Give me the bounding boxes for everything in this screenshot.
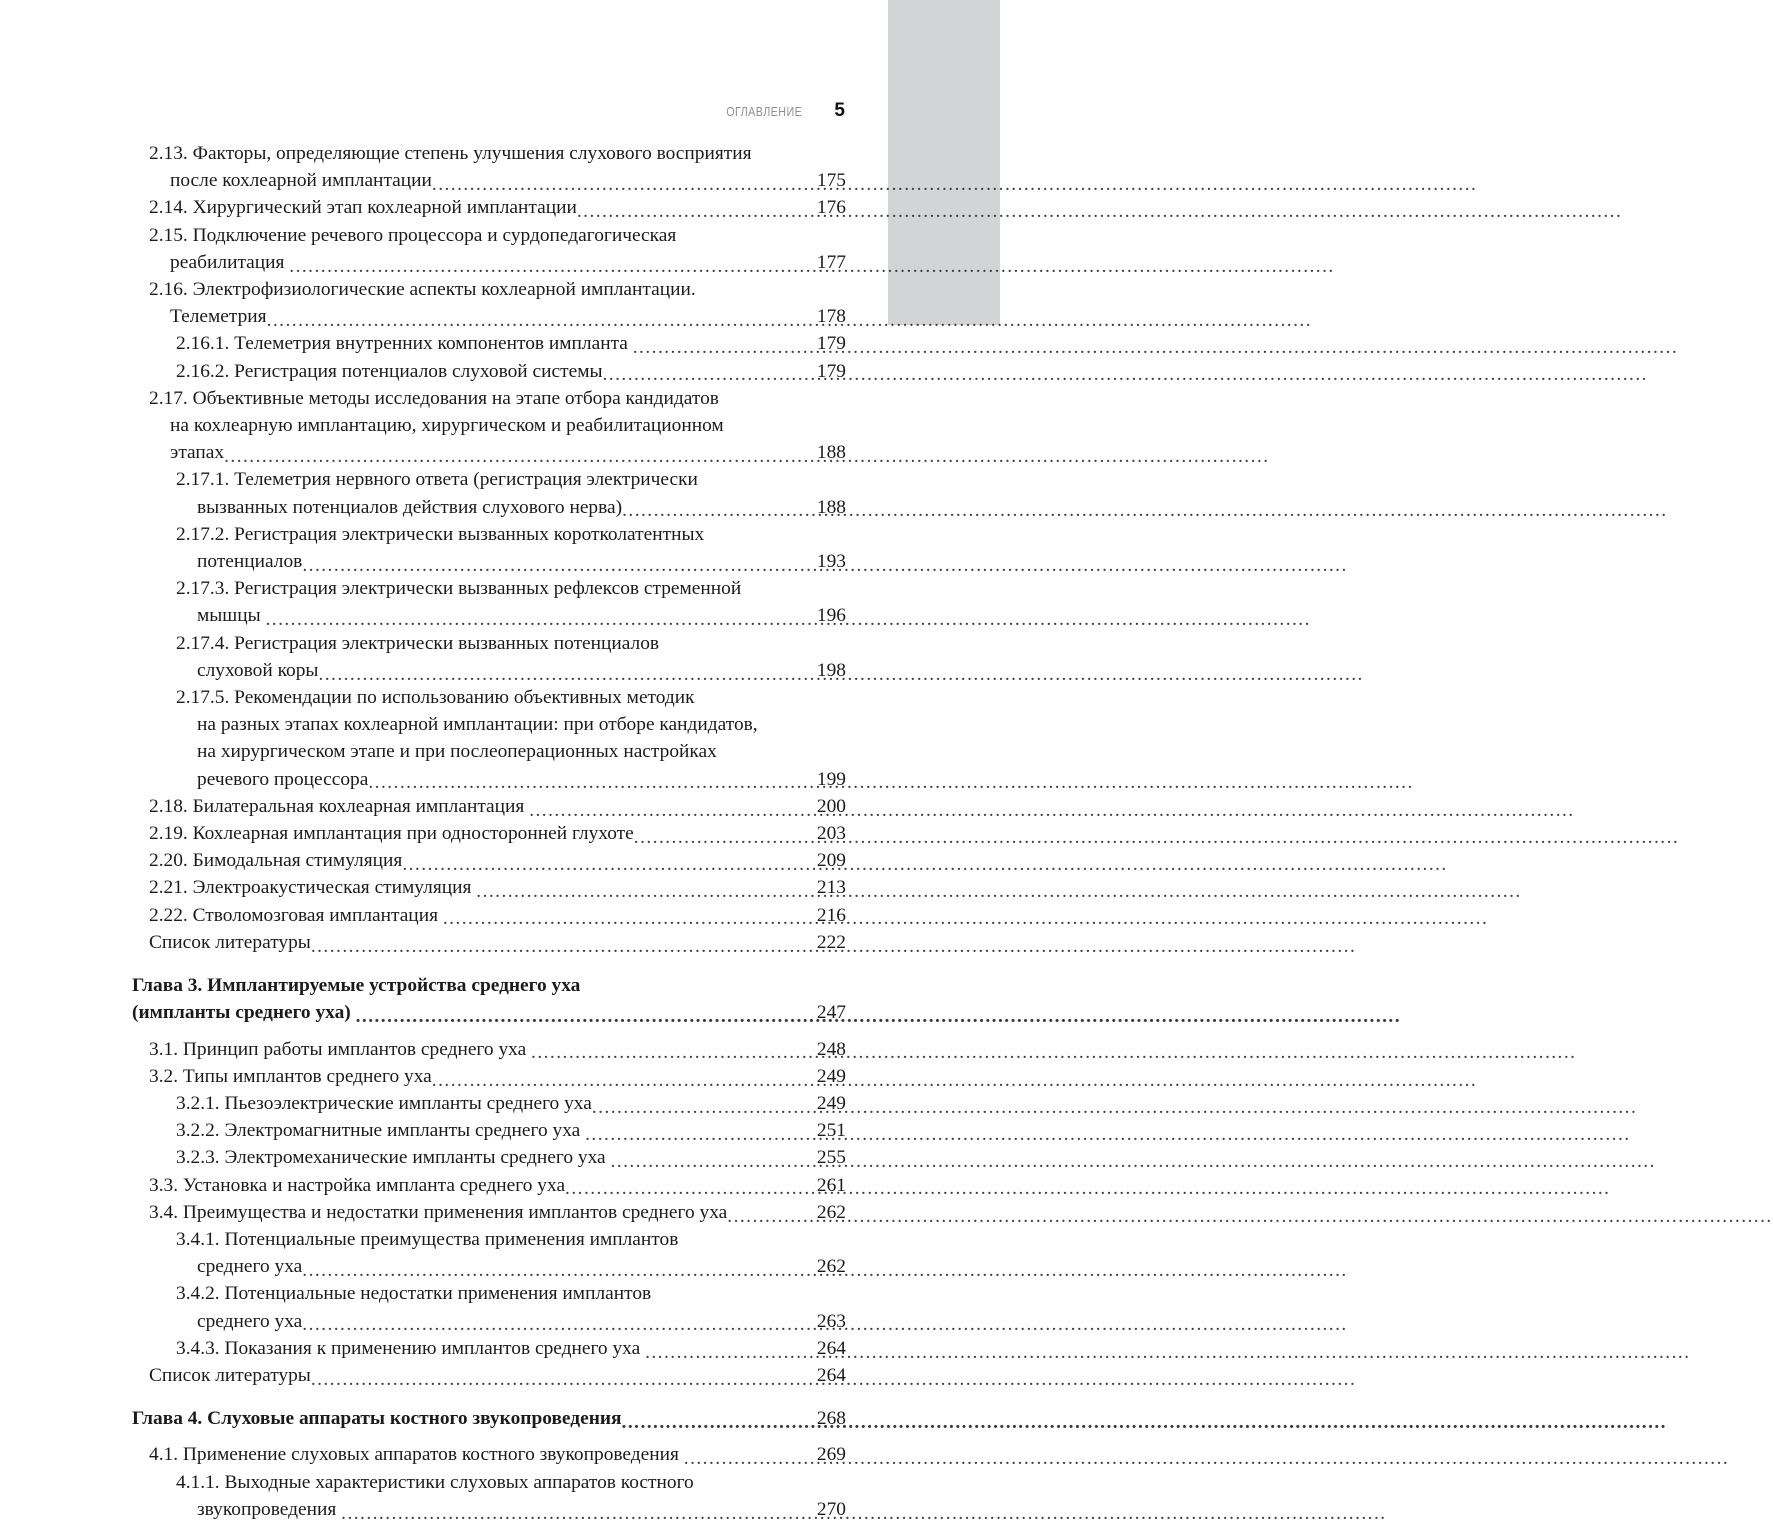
- toc-entry[interactable]: [132, 929, 846, 956]
- toc-entry-line: [170, 439, 846, 466]
- toc-entry-line: [149, 140, 846, 167]
- toc-entry-line: [176, 1117, 846, 1144]
- toc-entry[interactable]: [132, 902, 846, 929]
- toc-entry[interactable]: [132, 1090, 846, 1117]
- dot-leader: [267, 311, 807, 330]
- toc-entry-title: 3.3. Установка и настройка импланта среднего уха: [149, 1174, 566, 1196]
- toc-entry-line: [149, 276, 846, 303]
- dot-leader: [633, 338, 807, 357]
- toc-entry-line: [149, 1063, 846, 1090]
- toc-entry-title: 4.1. Применение слуховых аппаратов костного звукопроведения: [149, 1444, 684, 1466]
- dot-leader: [311, 1370, 807, 1389]
- toc-entry-title: 4.1.1. Выходные характеристики слуховых аппаратов костного: [176, 1471, 694, 1493]
- toc-chapter-entry[interactable]: [132, 972, 846, 1026]
- toc-entry-title: (импланты среднего уха): [132, 1002, 356, 1024]
- toc-entry-title: среднего уха: [197, 1256, 303, 1278]
- toc-entry-title: 2.13. Факторы, определяющие степень улучшения слухового восприятия: [149, 143, 752, 164]
- toc-entry-line: [149, 793, 846, 820]
- toc-entry-line: [176, 684, 846, 711]
- toc-entry-page-number: 209: [816, 850, 846, 872]
- section-spacer: [132, 1389, 846, 1405]
- toc-entry-title: 2.16.1. Телеметрия внутренних компонентов импланта: [176, 333, 633, 355]
- section-spacer: [132, 1432, 846, 1441]
- toc-entry-page-number: 213: [816, 877, 846, 899]
- toc-entry-line: [149, 222, 846, 249]
- toc-entry-page-number: 179: [816, 360, 846, 382]
- toc-entry-line: [176, 1280, 846, 1307]
- dot-leader: [432, 175, 807, 194]
- dot-leader: [476, 882, 807, 901]
- toc-entry-page-number: 251: [816, 1120, 846, 1142]
- toc-entry-title: 3.4. Преимущества и недостатки применения имплантов среднего уха: [149, 1201, 728, 1223]
- toc-entry-title: 2.14. Хирургический этап кохлеарной имплантации: [149, 197, 577, 219]
- toc-entry-title: 2.17.4. Регистрация электрически вызванных потенциалов: [176, 632, 660, 654]
- toc-entry-line: [176, 1090, 846, 1117]
- toc-entry-line: [176, 630, 846, 657]
- toc-entry[interactable]: [132, 820, 846, 847]
- toc-entry-line: [176, 466, 846, 493]
- toc-entry-title: Глава 4. Слуховые аппараты костного звукопроведения: [132, 1408, 622, 1430]
- toc-entry-title: 2.17.3. Регистрация электрически вызванных рефлексов стременной: [176, 578, 742, 600]
- section-spacer: [132, 1027, 846, 1036]
- toc-entry-title: на разных этапах кохлеарной имплантации: при отборе кандидатов,: [197, 714, 758, 736]
- toc-entry-title: этапах: [170, 442, 225, 464]
- toc-entry-page-number: 269: [816, 1444, 846, 1466]
- toc-entry-title: на кохлеарную имплантацию, хирургическом и реабилитационном: [170, 415, 724, 437]
- dot-leader: [529, 801, 807, 820]
- toc-entry-page-number: 188: [816, 496, 846, 518]
- dot-leader: [443, 910, 807, 929]
- toc-entry-line: [197, 602, 846, 629]
- dot-leader: [622, 501, 807, 520]
- dot-leader: [727, 1207, 807, 1226]
- toc-entry-line: [149, 1199, 846, 1226]
- toc-entry-page-number: 193: [816, 551, 846, 573]
- toc-entry[interactable]: [132, 575, 846, 629]
- toc-entry-page-number: 175: [816, 170, 846, 192]
- toc-entry-page-number: 188: [816, 442, 846, 464]
- toc-entry-line: [176, 575, 846, 602]
- toc-entry[interactable]: [132, 1280, 846, 1334]
- toc-entry[interactable]: [132, 140, 846, 194]
- toc-entry-page-number: 178: [816, 306, 846, 328]
- toc-entry-title: 3.2.2. Электромагнитные импланты среднего уха: [176, 1120, 586, 1142]
- dot-leader: [603, 365, 808, 384]
- toc-entry-title: на хирургическом этапе и при послеоперационных настройках: [197, 741, 717, 763]
- dot-leader: [622, 1413, 807, 1432]
- toc-entry-title: 2.20. Бимодальная стимуляция: [149, 850, 403, 872]
- toc-entry-title: потенциалов: [197, 551, 303, 573]
- toc-entry[interactable]: [132, 1335, 846, 1362]
- toc-entry-line: [149, 874, 846, 901]
- toc-entry-title: 3.4.2. Потенциальные недостатки применения имплантов: [176, 1283, 652, 1305]
- section-spacer: [132, 956, 846, 972]
- toc-entry-line: [149, 820, 846, 847]
- toc-entry-title: после кохлеарной имплантации: [170, 170, 432, 192]
- toc-entry-line: [132, 972, 846, 999]
- toc-entry-page-number: 255: [816, 1147, 846, 1169]
- toc-entry-title: 3.1. Принцип работы имплантов среднего уха: [149, 1038, 532, 1060]
- dot-leader: [402, 855, 807, 874]
- toc-entry-page-number: 264: [816, 1337, 846, 1359]
- toc-entry-line: [197, 1308, 846, 1335]
- toc-entry-line: [149, 385, 846, 412]
- toc-entry-page-number: 177: [816, 251, 846, 273]
- toc-entry-title: среднего уха: [197, 1310, 303, 1332]
- toc-entry-line: [197, 494, 846, 521]
- page-number: 5: [834, 100, 845, 121]
- toc-entry-line: [197, 548, 846, 575]
- toc-entry[interactable]: [132, 1063, 846, 1090]
- toc-entry-title: 2.17. Объективные методы исследования на этапе отбора кандидатов: [149, 387, 719, 409]
- toc-entry-line: [197, 1253, 846, 1280]
- toc-entry-title: 3.4.1. Потенциальные преимущества применения имплантов: [176, 1228, 679, 1250]
- toc-entry-title: вызванных потенциалов действия слухового нерва): [197, 496, 623, 518]
- toc-entry[interactable]: [132, 385, 846, 467]
- toc-entry-page-number: 196: [816, 605, 846, 627]
- toc-entry-line: [197, 657, 846, 684]
- toc-entry-title: 3.2. Типы имплантов среднего уха: [149, 1065, 432, 1087]
- toc-entry[interactable]: [132, 1226, 846, 1280]
- toc-entry-title: слуховой коры: [197, 659, 319, 681]
- toc-entry[interactable]: [132, 1144, 846, 1171]
- dot-leader: [585, 1125, 807, 1144]
- dot-leader: [610, 1152, 807, 1171]
- toc-entry-page-number: 247: [816, 1002, 846, 1024]
- toc-entry[interactable]: [132, 466, 846, 520]
- dot-leader: [341, 1504, 807, 1523]
- toc-entry[interactable]: [132, 630, 846, 684]
- toc-entry-page-number: 270: [816, 1498, 846, 1520]
- toc-entry-page-number: 249: [816, 1065, 846, 1087]
- dot-leader: [432, 1071, 807, 1090]
- toc-entry-title: Глава 3. Имплантируемые устройства среднего уха: [132, 975, 581, 997]
- toc-entry-line: [176, 521, 846, 548]
- toc-entry-page-number: 216: [816, 904, 846, 926]
- toc-entry-line: [197, 1496, 846, 1523]
- dot-leader: [565, 1179, 807, 1198]
- dot-leader: [289, 257, 807, 276]
- dot-leader: [302, 1315, 807, 1334]
- toc-entry[interactable]: [132, 276, 846, 330]
- toc-entry-title: Телеметрия: [170, 306, 267, 328]
- toc-entry[interactable]: [132, 793, 846, 820]
- dot-leader: [531, 1043, 807, 1062]
- toc-entry-page-number: 179: [816, 333, 846, 355]
- toc-entry-title: 2.17.1. Телеметрия нервного ответа (регистрация электрически: [176, 469, 698, 491]
- toc-entry-title: Список литературы: [149, 931, 311, 953]
- toc-entry-line: [170, 412, 846, 439]
- toc-entry-title: 2.17.2. Регистрация электрически вызванных коротколатентных: [176, 523, 705, 545]
- dot-leader: [592, 1098, 807, 1117]
- toc-entry-title: 3.2.3. Электромеханические импланты среднего уха: [176, 1147, 611, 1169]
- toc-entry-page-number: 176: [816, 197, 846, 219]
- toc-entry[interactable]: [132, 1117, 846, 1144]
- toc-entry-title: 2.16. Электрофизиологические аспекты кохлеарной имплантации.: [149, 279, 696, 301]
- dot-leader: [265, 610, 807, 629]
- toc-entry[interactable]: [132, 1441, 846, 1468]
- toc-entry-page-number: 203: [816, 823, 846, 845]
- toc-entry-line: [149, 847, 846, 874]
- dot-leader: [634, 828, 807, 847]
- toc-entry[interactable]: [132, 1362, 846, 1389]
- toc-entry-line: [149, 902, 846, 929]
- toc-entry-page-number: 249: [816, 1092, 846, 1114]
- toc-entry-line: [176, 330, 846, 357]
- toc-entry[interactable]: [132, 1172, 846, 1199]
- toc-entry[interactable]: [132, 358, 846, 385]
- toc-entry-line: [170, 167, 846, 194]
- toc-entry-line: [176, 1469, 846, 1496]
- toc-entry-line: [132, 999, 846, 1026]
- toc-entry[interactable]: [132, 1036, 846, 1063]
- toc-entry-title: 2.18. Билатеральная кохлеарная имплантация: [149, 795, 530, 817]
- toc-entry-page-number: 222: [816, 931, 846, 953]
- toc-entry-page-number: 264: [816, 1364, 846, 1386]
- dot-leader: [318, 665, 807, 684]
- toc-entry-line: [176, 358, 846, 385]
- toc-entry-page-number: 262: [816, 1256, 846, 1278]
- toc-entry-line: [149, 194, 846, 221]
- toc-entry-title: звукопроведения: [197, 1498, 342, 1520]
- toc-entry-line: [149, 1036, 846, 1063]
- dot-leader: [684, 1449, 807, 1468]
- toc-entry-page-number: 268: [816, 1408, 846, 1430]
- toc-entry-title: реабилитация: [170, 251, 290, 273]
- toc-entry[interactable]: [132, 847, 846, 874]
- toc-entry-line: [132, 1405, 846, 1432]
- toc-entry[interactable]: [132, 684, 846, 793]
- running-header: [132, 100, 845, 124]
- dot-leader: [311, 937, 807, 956]
- toc-entry-page-number: 199: [816, 768, 846, 790]
- toc-entry[interactable]: [132, 521, 846, 575]
- toc-entry-line: [176, 1226, 846, 1253]
- dot-leader: [302, 1261, 807, 1280]
- toc-entry-title: 2.21. Электроакустическая стимуляция: [149, 877, 477, 899]
- toc-entry[interactable]: [132, 194, 846, 221]
- toc-entry-title: 2.15. Подключение речевого процессора и сурдопедагогическая: [149, 224, 677, 246]
- toc-entry-title: Список литературы: [149, 1364, 311, 1386]
- toc-entry-title: 3.4.3. Показания к применению имплантов среднего уха: [176, 1337, 646, 1359]
- toc-entry-line: [176, 1335, 846, 1362]
- toc-entry-line: [197, 738, 846, 765]
- toc-entry-line: [149, 929, 846, 956]
- toc-entry[interactable]: [132, 330, 846, 357]
- toc-entry-page-number: 263: [816, 1310, 846, 1332]
- dot-leader: [645, 1343, 807, 1362]
- dot-leader: [302, 556, 807, 575]
- dot-leader: [356, 1007, 807, 1026]
- toc-entry-title: речевого процессора: [197, 768, 369, 790]
- toc-entry-page-number: 261: [816, 1174, 846, 1196]
- toc-entry-page-number: 262: [816, 1201, 846, 1223]
- toc-entry-line: [197, 711, 846, 738]
- toc-chapter-entry[interactable]: [132, 1405, 846, 1432]
- toc-entry-line: [197, 766, 846, 793]
- toc-entry-title: 2.17.5. Рекомендации по использованию объективных методик: [176, 687, 695, 709]
- toc-entry[interactable]: [132, 222, 846, 276]
- toc-entry-line: [170, 303, 846, 330]
- toc-entry-line: [149, 1441, 846, 1468]
- running-header-label: ОГЛАВЛЕНИЕ: [726, 105, 803, 119]
- toc-entry-line: [149, 1172, 846, 1199]
- toc-entry-title: 3.2.1. Пьезоэлектрические импланты среднего уха: [176, 1092, 592, 1114]
- toc-entry-title: 2.22. Стволомозговая имплантация: [149, 904, 443, 926]
- toc-entry-line: [170, 249, 846, 276]
- dot-leader: [368, 773, 807, 792]
- table-of-contents: [132, 140, 846, 1523]
- toc-entry-page-number: 200: [816, 795, 846, 817]
- toc-entry[interactable]: [132, 1469, 846, 1523]
- dot-leader: [577, 202, 807, 221]
- toc-entry-line: [176, 1144, 846, 1171]
- toc-entry-page-number: 198: [816, 659, 846, 681]
- toc-entry-title: мышцы: [197, 605, 266, 627]
- toc-entry-line: [149, 1362, 846, 1389]
- toc-entry-page-number: 248: [816, 1038, 846, 1060]
- toc-entry-title: 2.19. Кохлеарная имплантация при односторонней глухоте: [149, 823, 634, 845]
- toc-entry-title: 2.16.2. Регистрация потенциалов слуховой системы: [176, 360, 603, 382]
- toc-entry[interactable]: [132, 874, 846, 901]
- dot-leader: [224, 447, 807, 466]
- toc-entry[interactable]: [132, 1199, 846, 1226]
